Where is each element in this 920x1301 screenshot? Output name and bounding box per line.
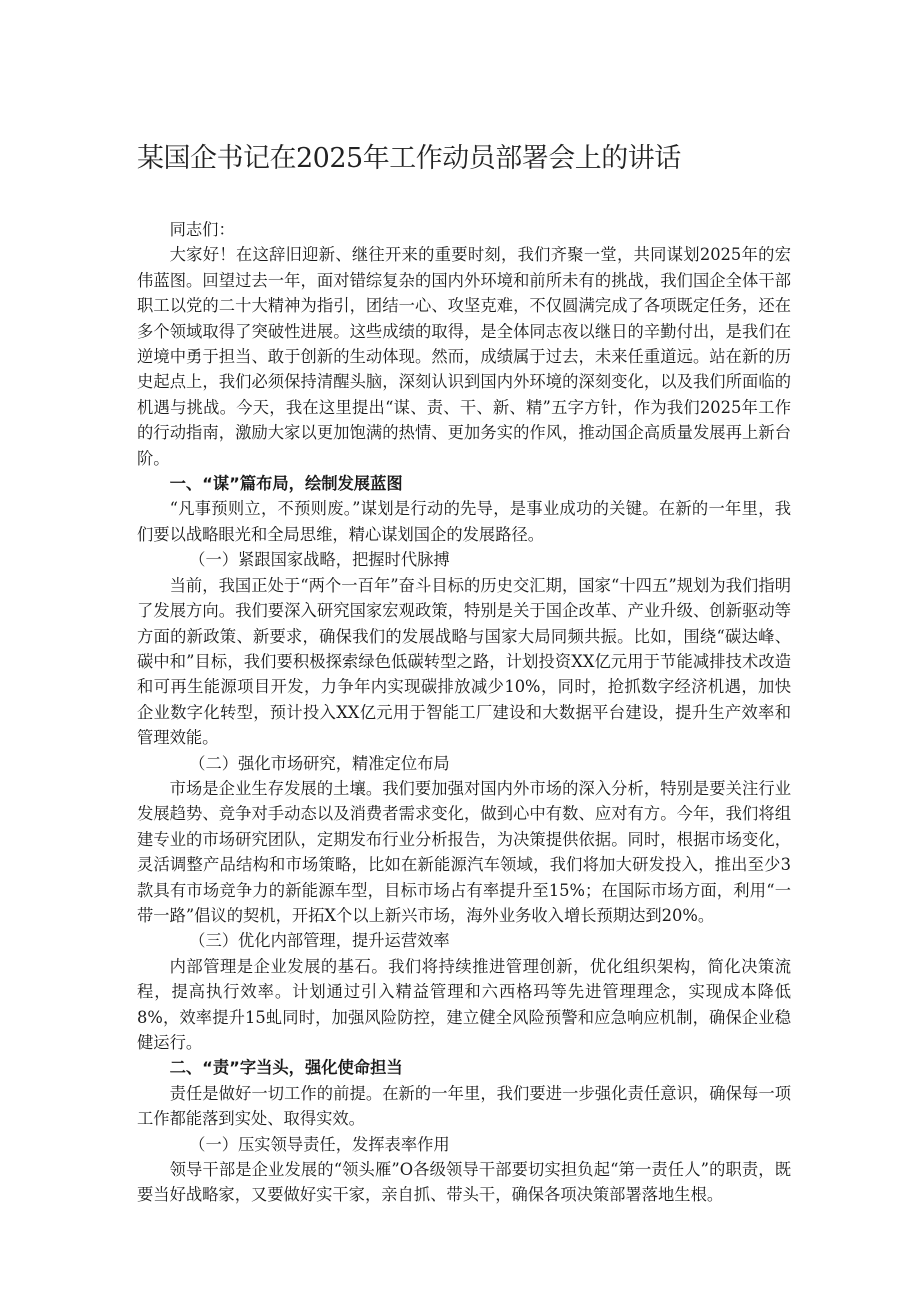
paragraph: 当前，我国正处于“两个一百年”奋斗目标的历史交汇期，国家“十四五”规划为我们指明了发展方向。我们要深入研究国家宏观政策，特别是关于国企改革、产业升级、创新驱动等方面的新政策、新要求，确保我们的发展战略与国家大局同频共振。比如，围绕“碳达峰、碳中和”目标，我们要积极探索绿色低碳转型之路，计划投资XX亿元用于节能减排技术改造和可再生能源项目开发，力争年内实现碳排放减少10%，同时，抢抓数字经济机遇，加快企业数字化转型，预计投入XX亿元用于智能工厂建设和大数据平台建设，提升生产效率和管理效能。 — [137, 575, 791, 748]
document-body — [137, 217, 791, 1208]
heading-section-2: 二、“责”字当头，强化使命担当 — [169, 1058, 403, 1078]
greeting: 同志们： — [169, 220, 235, 239]
document-title: 某国企书记在2025年工作动员部署会上的讲话 — [137, 143, 681, 174]
subheading: （二）强化市场研究，精准定位布局 — [189, 753, 450, 773]
subheading: （一）紧跟国家战略，把握时代脉搏 — [189, 550, 450, 570]
subheading: （三）优化内部管理，提升运营效率 — [189, 931, 450, 951]
paragraph: 内部管理是企业发展的基石。我们将持续推进管理创新，优化组织架构，简化决策流程，提高执行效率。计划通过引入精益管理和六西格玛等先进管理理念，实现成本降低8%，效率提升15虬同时，加强风险防控，建立健全风险预警和应急响应机制，确保企业稳健运行。 — [137, 956, 791, 1052]
paragraph: “凡事预则立，不预则废。”谋划是行动的先导，是事业成功的关键。在新的一年里，我们要以战略眼光和全局思维，精心谋划国企的发展路径。 — [137, 499, 791, 544]
subheading: （一）压实领导责任，发挥表率作用 — [189, 1134, 450, 1154]
paragraph-intro: 大家好！在这辞旧迎新、继往开来的重要时刻，我们齐聚一堂，共同谋划2025年的宏伟蓝图。回望过去一年，面对错综复杂的国内外环境和前所未有的挑战，我们国企全体干部职工以党的二十大精神为指引，团结一心、攻坚克难，不仅圆满完成了各项既定任务，还在多个领域取得了突破性进展。这些成绩的取得，是全体同志夜以继日的辛勤付出，是我们在逆境中勇于担当、敢于创新的生动体现。然而，成绩属于过去，未来任重道远。站在新的历史起点上，我们必须保持清醒头脑，深刻认识到国内外环境的深刻变化，以及我们所面临的机遇与挑战。今天，我在这里提出“谋、责、干、新、精”五字方针，作为我们2025年工作的行动指南，激励大家以更加饱满的热情、更加务实的作风，推动国企高质量发展再上新台阶。 — [137, 245, 791, 468]
paragraph: 市场是企业生存发展的土壤。我们要加强对国内外市场的深入分析，特别是要关注行业发展趋势、竞争对手动态以及消费者需求变化，做到心中有数、应对有方。今年，我们将组建专业的市场研究团队，定期发布行业分析报告，为决策提供依据。同时，根据市场变化，灵活调整产品结构和市场策略，比如在新能源汽车领域，我们将加大研发投入，推出至少3款具有市场竞争力的新能源车型，目标市场占有率提升至15%；在国际市场方面，利用“一带一路”倡议的契机，开拓X个以上新兴市场，海外业务收入增长预期达到20%。 — [137, 778, 791, 925]
paragraph: 责任是做好一切工作的前提。在新的一年里，我们要进一步强化责任意识，确保每一项工作都能落到实处、取得实效。 — [137, 1083, 791, 1129]
heading-section-1: 一、“谋”篇布局，绘制发展蓝图 — [169, 474, 403, 494]
paragraph: 领导干部是企业发展的“领头雁”O各级领导干部要切实担负起“第一责任人”的职责，既要当好战略家，又要做好实干家，亲自抓、带头干，确保各项决策部署落地生根。 — [137, 1160, 791, 1205]
